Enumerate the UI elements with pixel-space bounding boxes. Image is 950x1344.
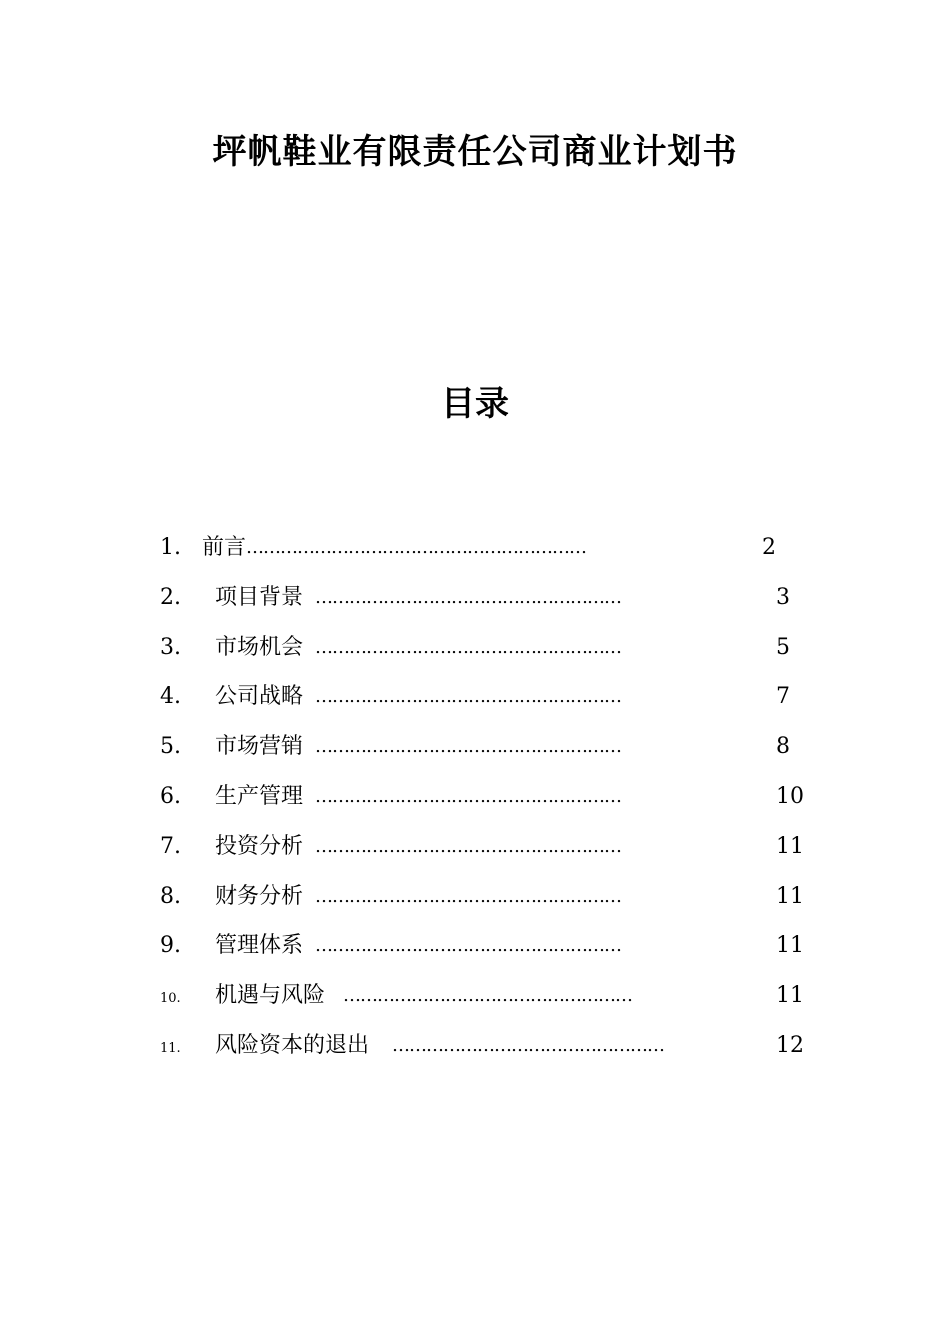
toc-entry-number: 8. (160, 883, 181, 909)
table-of-contents (160, 530, 820, 1078)
toc-entry-page: 12 (776, 1032, 804, 1058)
toc-entry-4[interactable] (160, 679, 820, 729)
toc-entry-label: 公司战略 (215, 684, 304, 710)
toc-dot-leader: ……………………………………………… (315, 586, 621, 608)
toc-entry-5[interactable] (160, 729, 820, 779)
toc-entry-label: 财务分析 (215, 883, 304, 909)
toc-entry-page: 11 (776, 983, 804, 1009)
toc-heading: 目录 (441, 384, 509, 424)
toc-dot-leader: ……………………………………………… (315, 785, 621, 807)
toc-dot-leader: ……………………………………………… (315, 935, 621, 957)
toc-dot-leader: ……………………………………………… (315, 686, 621, 708)
toc-entry-number: 10. (160, 991, 181, 1007)
toc-entry-3[interactable] (160, 630, 820, 680)
toc-entry-number: 1. (160, 535, 181, 560)
toc-entry-number: 2. (160, 584, 181, 610)
toc-entry-page: 11 (776, 883, 804, 909)
document-title: 坪帆鞋业有限责任公司商业计划书 (212, 132, 738, 172)
toc-entry-label: 投资分析 (215, 833, 304, 859)
toc-dot-leader: ……………………………………………… (315, 835, 621, 857)
toc-entry-number: 11. (160, 1040, 181, 1056)
toc-entry-label: 项目背景 (215, 584, 304, 610)
toc-entry-label: 生产管理 (215, 783, 304, 809)
toc-entry-page: 3 (776, 584, 790, 610)
toc-entry-label: 前言 (202, 535, 247, 560)
toc-entry-11[interactable] (160, 1028, 820, 1078)
toc-entry-label: 市场营销 (215, 734, 304, 760)
toc-entry-9[interactable] (160, 928, 820, 978)
toc-entry-label: 机遇与风险 (215, 983, 326, 1009)
toc-entry-page: 11 (776, 933, 804, 959)
toc-entry-number: 6. (160, 783, 181, 809)
toc-entry-page: 2 (762, 535, 776, 560)
toc-entry-7[interactable] (160, 829, 820, 879)
toc-dot-leader: ……………………………………………… (315, 885, 621, 907)
toc-entry-page: 5 (776, 634, 790, 660)
toc-entry-page: 11 (776, 833, 804, 859)
toc-entry-6[interactable] (160, 779, 820, 829)
toc-entry-number: 4. (160, 684, 181, 710)
toc-entry-number: 9. (160, 933, 181, 959)
toc-entry-8[interactable] (160, 879, 820, 929)
toc-entry-number: 5. (160, 734, 181, 760)
toc-entry-label: 风险资本的退出 (215, 1032, 370, 1058)
toc-entry-number: 3. (160, 634, 181, 660)
toc-dot-leader: ………………………………………… (392, 1034, 664, 1056)
toc-dot-leader: ……………………………………………… (315, 736, 621, 758)
toc-dot-leader: ……………………………………………… (315, 636, 621, 658)
toc-dot-leader: …………………………………………………… (246, 537, 586, 558)
toc-entry-label: 市场机会 (215, 634, 304, 660)
toc-entry-page: 7 (776, 684, 790, 710)
toc-entry-1[interactable] (160, 530, 820, 580)
toc-entry-label: 管理体系 (215, 933, 304, 959)
toc-entry-10[interactable] (160, 978, 820, 1028)
toc-dot-leader: …………………………………………… (343, 985, 632, 1007)
toc-entry-page: 10 (776, 783, 804, 809)
toc-entry-number: 7. (160, 833, 181, 859)
toc-entry-page: 8 (776, 734, 790, 760)
toc-entry-2[interactable] (160, 580, 820, 630)
